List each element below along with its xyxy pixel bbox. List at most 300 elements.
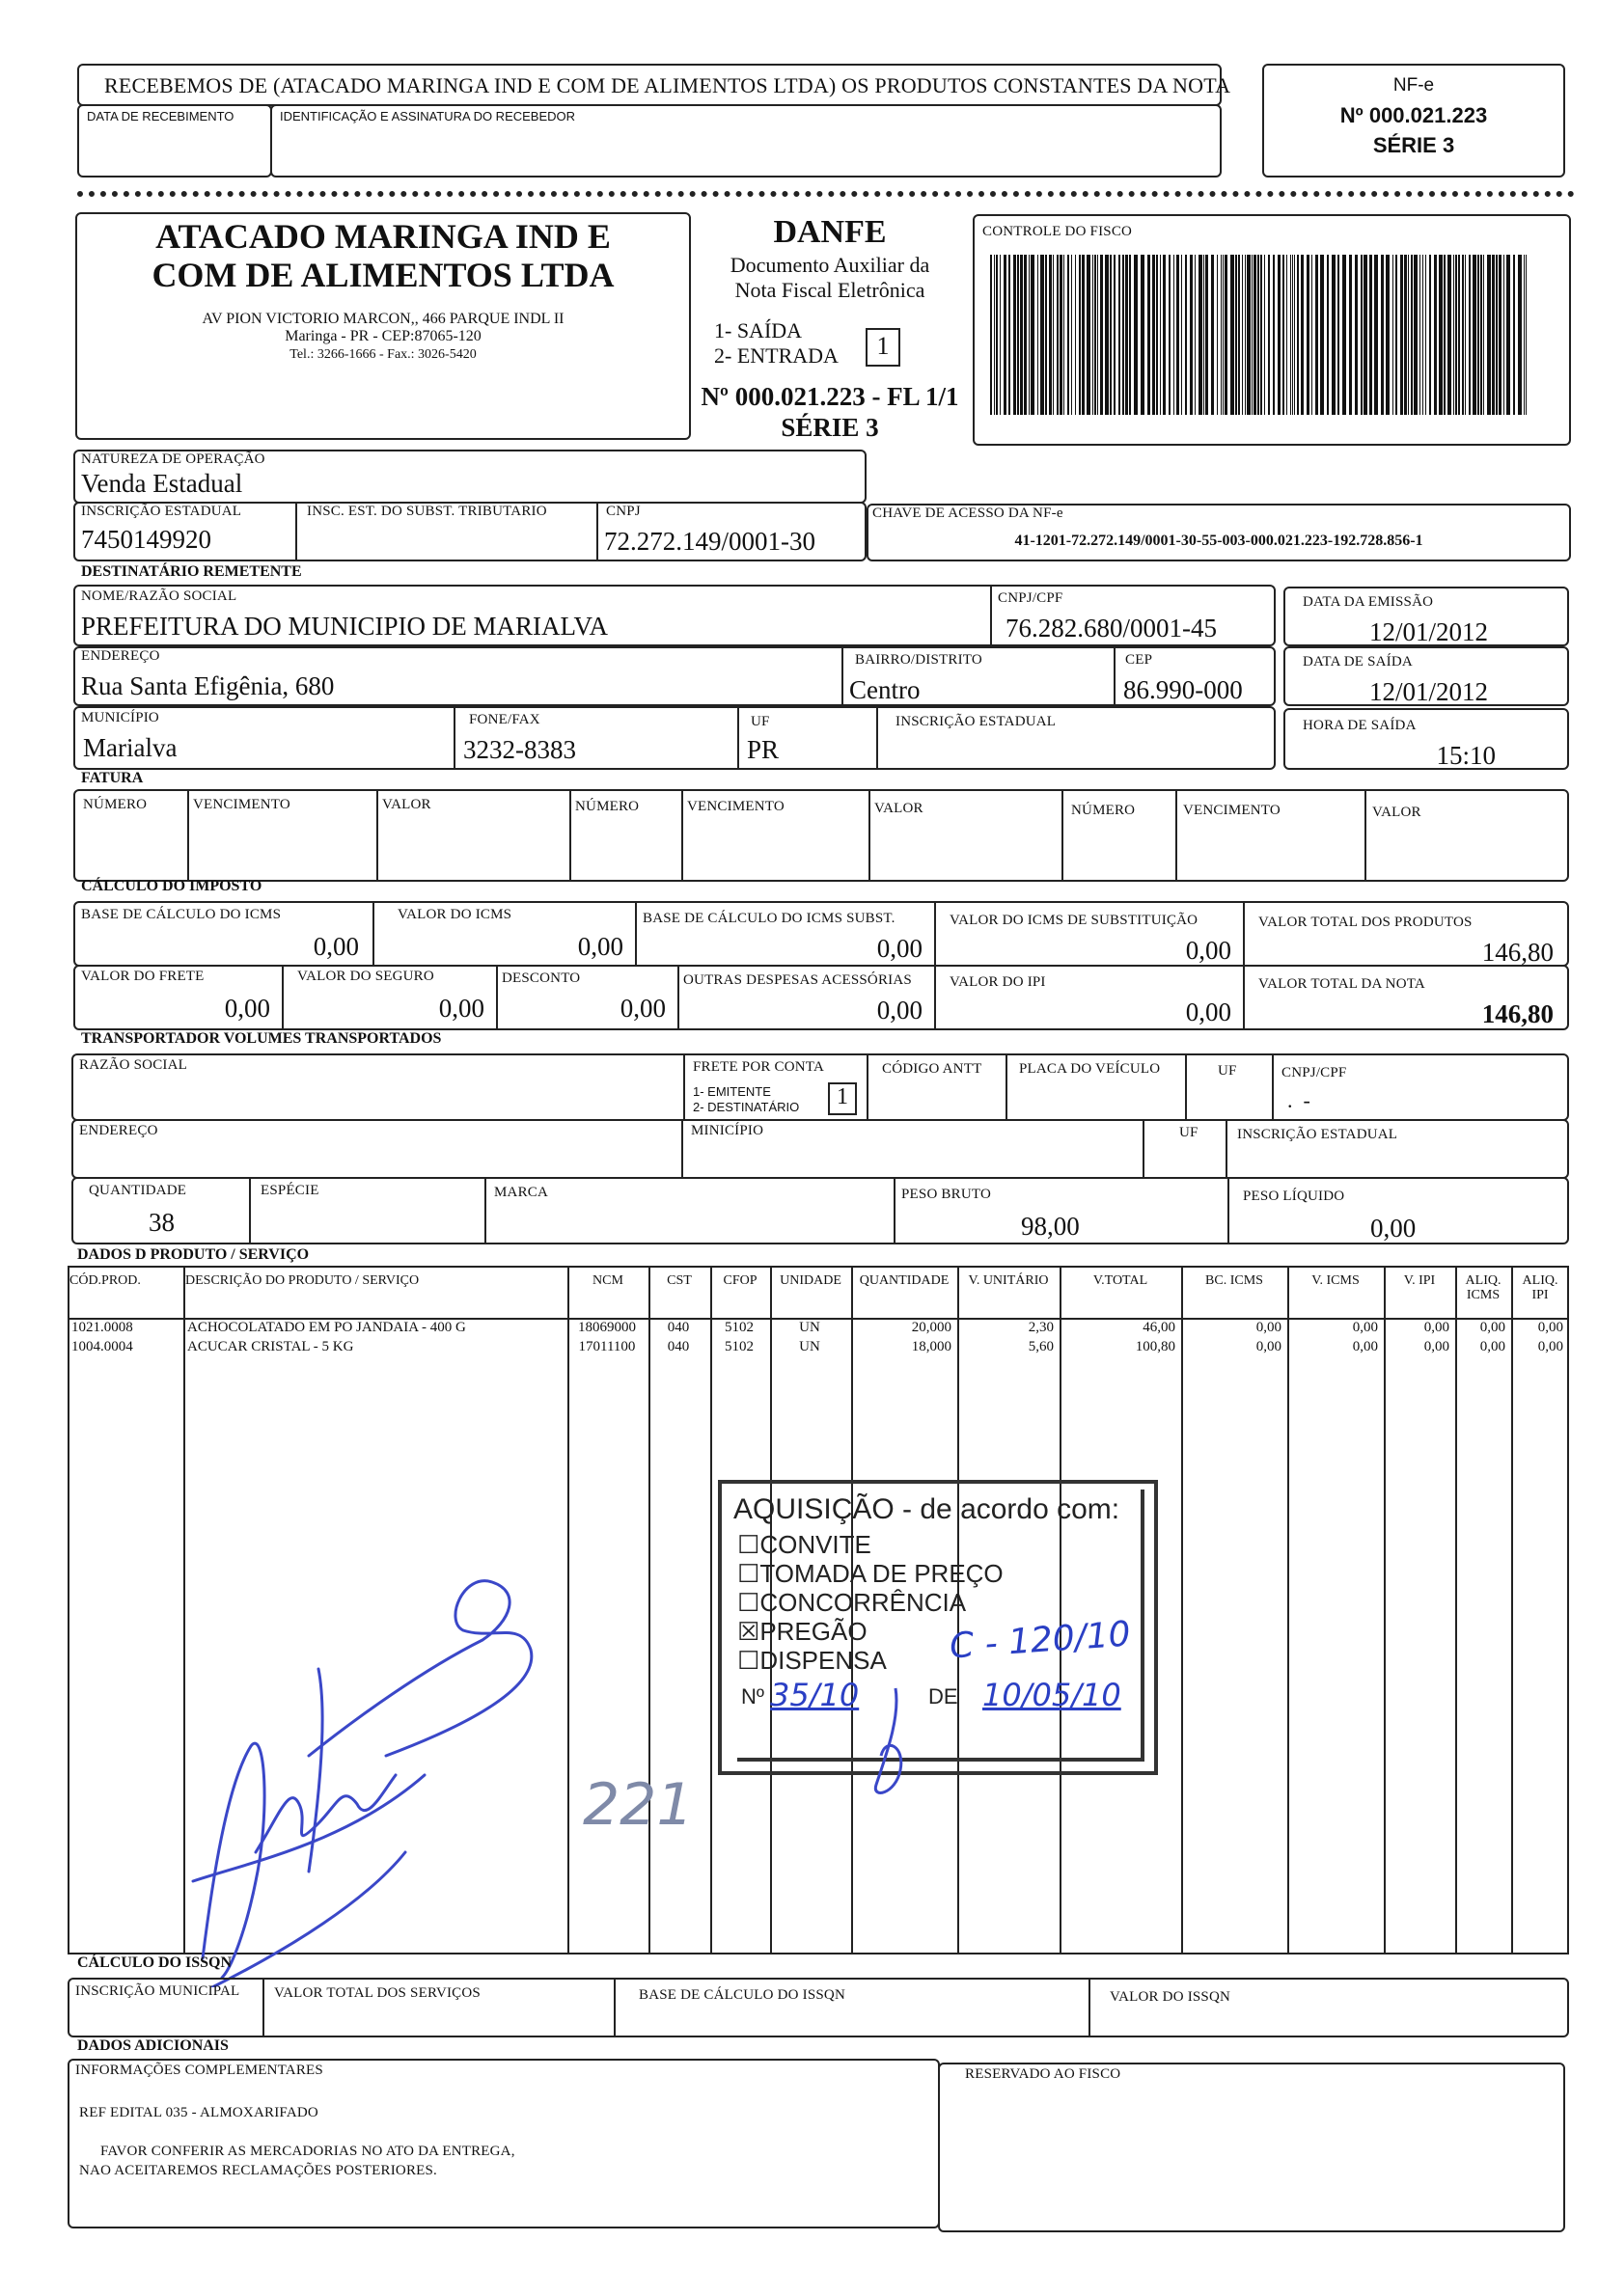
stamp-opt-convite-label: CONVITE [759,1530,871,1559]
table-cell: 46,00 [1143,1320,1175,1335]
produtos-col-divider [1287,1266,1289,1954]
desconto-value: 0,00 [620,994,666,1023]
base-icms-label: BASE DE CÁLCULO DO ICMS [81,907,282,922]
fatura-box [73,789,1569,882]
imp-r1-div4 [1243,901,1245,967]
barcode-bar [1496,255,1498,415]
transp-frete-value: 1 [837,1084,848,1109]
issqn-total-serv-label: VALOR TOTAL DOS SERVIÇOS [274,1985,481,2001]
barcode-bar [1327,255,1329,415]
barcode-bar [1173,255,1174,415]
table-cell: 0,00 [1537,1339,1563,1354]
chave-label: CHAVE DE ACESSO DA NF-e [872,506,1063,521]
barcode-bar [1198,255,1202,415]
produtos-col-divider [1455,1266,1457,1954]
barcode-bar [1125,255,1128,415]
barcode-bar [1252,255,1253,415]
desconto-label: DESCONTO [502,970,581,986]
produtos-col-divider [1384,1266,1386,1954]
table-cell: ACHOCOLATADO EM PO JANDAIA - 400 G [187,1320,466,1335]
barcode-bar [1458,255,1460,415]
barcode-bar [1067,255,1069,415]
transp-r2-div2 [1143,1119,1144,1179]
ipi-label: VALOR DO IPI [950,974,1046,990]
stamp-opt-concorrencia-label: CONCORRÊNCIA [759,1588,967,1617]
saida-value: 12/01/2012 [1368,677,1488,706]
fatura-div8 [1364,789,1366,882]
ipi-value: 0,00 [1185,998,1231,1026]
cep-value: 86.990-000 [1123,675,1243,704]
barcode-bar [1094,255,1096,415]
issqn-div2 [614,1978,616,2037]
barcode-bar [1156,255,1158,415]
transp-cnpj-label: CNPJ/CPF [1281,1065,1347,1080]
stamp-signature-drawing [857,1679,934,1814]
ie-value: 7450149920 [81,525,211,554]
recipient-city-divider1 [454,706,455,770]
outras-value: 0,00 [876,996,923,1025]
barcode-bar [1268,255,1270,415]
table-cell: 0,00 [1479,1339,1505,1354]
barcode-bar [1513,255,1515,415]
table-cell: ACUCAR CRISTAL - 5 KG [187,1339,354,1354]
fatura-div4 [681,789,683,882]
produtos-header-cell: CST [667,1273,692,1288]
ie-label: INSCRIÇÃO ESTADUAL [81,504,242,519]
fatura-col-numero-1: NÚMERO [83,797,148,812]
stamp-title: AQUISIÇÃO - de acordo com: [733,1493,1120,1525]
barcode-bar [990,255,992,415]
barcode-bar [1205,255,1208,415]
barcode-bar [1292,255,1293,415]
produtos-col-divider [710,1266,712,1954]
produtos-section-title: DADOS D PRODUTO / SERVIÇO [77,1246,310,1263]
barcode-bar [1392,255,1393,415]
table-cell: 0,00 [1423,1320,1449,1335]
transp-razao-label: RAZÃO SOCIAL [79,1057,187,1073]
barcode-bar [1013,255,1016,415]
stamp-opt-convite [737,1530,871,1560]
barcode-bar [1290,255,1291,415]
receipt-date-label: DATA DE RECEBIMENTO [87,109,234,123]
barcode-bar [1361,255,1363,415]
fone-label: FONE/FAX [469,712,540,727]
barcode-bar [1053,255,1054,415]
barcode-bar [1092,255,1093,415]
recipient-addr-divider2 [1114,646,1116,706]
transp-r3-div3 [894,1177,895,1244]
recipient-name-value: PREFEITURA DO MUNICIPIO DE MARIALVA [81,612,609,641]
table-cell: UN [799,1339,820,1354]
natureza-label: NATUREZA DE OPERAÇÃO [81,451,265,467]
barcode-bar [1315,255,1318,415]
danfe-subtitle2: Nota Fiscal Eletrônica [734,278,925,302]
barcode-bar [1301,255,1304,415]
barcode-bar [1221,255,1222,415]
transp-r1-div4 [1185,1053,1187,1121]
recipient-city-divider2 [737,706,739,770]
table-cell: 18,000 [911,1339,951,1354]
barcode-bar [1337,255,1339,415]
issqn-valor-label: VALOR DO ISSQN [1110,1989,1231,2005]
fatura-col-numero-2: NÚMERO [575,799,640,814]
transp-peso-liq-value: 0,00 [1370,1214,1417,1243]
fatura-div5 [868,789,870,882]
barcode-bar [996,255,998,415]
barcode-bar [1414,255,1418,415]
checkbox-icon: ☐ [737,1588,760,1617]
stamp-opt-tomada-label: TOMADA DE PREÇO [759,1559,1004,1588]
danfe-type-value: 1 [876,332,890,360]
uf-label: UF [751,714,770,729]
fatura-div3 [569,789,571,882]
barcode-bar [1278,255,1281,415]
barcode-bar [1163,255,1166,415]
reservado-fisco-box [938,2063,1565,2232]
barcode-bar [1286,255,1287,415]
transp-especie-label: ESPÉCIE [261,1183,319,1198]
barcode-bar [1455,255,1457,415]
valor-icms-label: VALOR DO ICMS [398,907,512,922]
table-cell: 0,00 [1537,1320,1563,1335]
ie-st-label: INSC. EST. DO SUBST. TRIBUTARIO [307,504,547,519]
stamp-opt-dispensa [737,1646,887,1676]
total-nota-label: VALOR TOTAL DA NOTA [1258,976,1425,992]
issqn-div3 [1088,1978,1090,2037]
uf-value: PR [747,735,780,764]
barcode-bar [1160,255,1161,415]
stamp-hand-date: 10/05/10 [982,1677,1121,1713]
table-cell: 0,00 [1423,1339,1449,1354]
table-cell: 2,30 [1028,1320,1054,1335]
transp-r2-div1 [681,1119,683,1179]
barcode-bar [1000,255,1001,415]
table-cell: 0,00 [1352,1339,1378,1354]
fatura-div6 [1061,789,1063,882]
barcode-bar [1247,255,1251,415]
produtos-header-cell: ALIQ. IPI [1522,1273,1558,1302]
table-cell: 5102 [725,1339,754,1354]
stamp-de-label: DE [928,1684,958,1708]
danfe-opt-saida: 1- SAÍDA [714,318,803,342]
transp-peso-bruto-value: 98,00 [1021,1212,1080,1241]
ie-row-divider1 [295,502,297,561]
barcode-bar [1524,255,1525,415]
transp-frete-opt1: 1- EMITENTE [693,1084,771,1099]
receipt-nfe-number: Nº 000.021.223 [1339,103,1488,127]
checkbox-icon: ☐ [737,1646,760,1675]
barcode-bar [1487,255,1491,415]
barcode-bar [1273,255,1275,415]
barcode-bar [1404,255,1407,415]
bairro-label: BAIRRO/DISTRITO [855,652,982,668]
municipio-value: Marialva [83,733,178,762]
barcode-bar [1031,255,1034,415]
valor-icms-value: 0,00 [577,932,623,961]
table-cell: 5102 [725,1320,754,1335]
barcode-bar [1020,255,1023,415]
barcode-bar [1045,255,1047,415]
table-cell: 100,80 [1135,1339,1175,1354]
barcode-bar [1049,255,1052,415]
barcode-bar [1134,255,1138,415]
transp-placa-label: PLACA DO VEÍCULO [1019,1061,1161,1077]
icms-st-value: 0,00 [1185,936,1231,965]
barcode-bar [1230,255,1234,415]
barcode-bar [1260,255,1262,415]
barcode-bar [1332,255,1336,415]
barcode-bar [1008,255,1010,415]
barcode-bar [1024,255,1027,415]
barcode-bar [1257,255,1259,415]
table-cell: 20,000 [911,1320,951,1335]
stamp-hand-ref: C - 120/10 [948,1614,1132,1667]
natureza-value: Venda Estadual [81,469,243,498]
table-cell: 0,00 [1255,1320,1281,1335]
barcode-bar [1110,255,1112,415]
fatura-col-valor-2: VALOR [874,801,923,816]
transp-marca-label: MARCA [494,1185,549,1200]
receipt-header-text: RECEBEMOS DE (ATACADO MARINGA IND E COM DE ALIMENTOS LTDA) OS PRODUTOS CONSTANTES DA NOTA [104,73,1231,97]
barcode-bar [1152,255,1155,415]
barcode-bar [1264,255,1265,415]
barcode-bar [1223,255,1224,415]
barcode-bar [1483,255,1484,415]
issqn-base-label: BASE DE CÁLCULO DO ISSQN [639,1987,845,2003]
fatura-div2 [376,789,378,882]
transp-frete-label: FRETE POR CONTA [693,1059,824,1075]
barcode-bar [1217,255,1218,415]
seguro-value: 0,00 [438,994,484,1023]
barcode-bar [1235,255,1237,415]
table-cell: 0,00 [1479,1320,1505,1335]
fatura-col-valor-3: VALOR [1372,805,1421,820]
produtos-header-cell: ALIQ. ICMS [1465,1273,1502,1302]
base-icms-value: 0,00 [313,932,359,961]
recipient-cnpj-label: CNPJ/CPF [998,590,1063,606]
issqn-section-title: CÁLCULO DO ISSQN [77,1954,233,1971]
fone-value: 3232-8383 [463,735,576,764]
total-prod-value: 146,80 [1481,938,1554,967]
endereco-value: Rua Santa Efigênia, 680 [81,671,335,700]
table-cell: 0,00 [1255,1339,1281,1354]
imp-r2-div5 [1243,965,1245,1030]
barcode-bar [1453,255,1454,415]
barcode-bar [1381,255,1384,415]
barcode-bar [1386,255,1390,415]
total-nota-value: 146,80 [1481,999,1554,1028]
barcode-bar [1060,255,1062,415]
barcode-bar [994,255,995,415]
issqn-div1 [262,1978,264,2037]
checkbox-icon: ☐ [737,1559,760,1588]
barcode-bar [1425,255,1426,415]
imp-r1-div1 [372,901,374,967]
recipient-name-label: NOME/RAZÃO SOCIAL [81,588,237,604]
issuer-address: AV PION VICTORIO MARCON,, 466 PARQUE INDL II [202,311,565,327]
transp-municipio-label: MINICÍPIO [691,1123,764,1138]
reservado-fisco-label: RESERVADO AO FISCO [965,2066,1121,2082]
transporte-section-title: TRANSPORTADOR VOLUMES TRANSPORTADOS [81,1030,442,1047]
stamp-hand-num: 35/10 [770,1677,860,1713]
info-line3: NAO ACEITAREMOS RECLAMAÇÕES POSTERIORES. [79,2163,438,2178]
table-cell: 5,60 [1028,1339,1054,1354]
table-cell: 1004.0004 [71,1339,133,1354]
fatura-section-title: FATURA [81,770,144,786]
table-cell: UN [799,1320,820,1335]
page-number-handwritten: 221 [583,1771,694,1839]
barcode-bar [1185,255,1187,415]
stamp-opt-concorrencia [737,1588,966,1618]
produtos-header-cell: CFOP [723,1273,758,1288]
barcode-bar [1307,255,1309,415]
transp-r3-div4 [1227,1177,1229,1244]
barcode-bar [1444,255,1446,415]
barcode-bar [1141,255,1144,415]
table-cell: 17011100 [578,1339,636,1354]
imp-r1-div3 [934,901,936,967]
recipient-addr-divider1 [841,646,843,706]
transp-r3-div1 [249,1177,251,1244]
fatura-col-venc-1: VENCIMENTO [193,797,290,812]
table-cell: 18069000 [578,1320,636,1335]
ie-row-divider2 [596,502,598,561]
produtos-header-cell: BC. ICMS [1205,1273,1263,1288]
transp-uf2-label: UF [1179,1125,1198,1140]
table-cell: 040 [667,1320,690,1335]
barcode-bar [1063,255,1064,415]
fisco-label: CONTROLE DO FISCO [982,224,1133,239]
stamp-opt-dispensa-label: DISPENSA [759,1646,887,1675]
transp-antt-label: CÓDIGO ANTT [882,1061,982,1077]
recipient-city-box [73,706,1276,770]
barcode-bar [1071,255,1072,415]
transp-ie-label: INSCRIÇÃO ESTADUAL [1237,1127,1398,1142]
recipient-name-divider [990,585,992,646]
produtos-col-divider [1511,1266,1513,1954]
barcode-bar [1211,255,1214,415]
bairro-value: Centro [849,675,921,704]
barcode-bar [1374,255,1378,415]
fatura-div7 [1175,789,1177,882]
fatura-col-venc-3: VENCIMENTO [1183,803,1281,818]
produtos-col-divider [1181,1266,1183,1954]
produtos-header-cell: NCM [592,1273,623,1288]
transp-peso-liq-label: PESO LÍQUIDO [1243,1189,1345,1204]
cnpj-label: CNPJ [606,504,641,519]
transp-qtd-value: 38 [149,1208,175,1237]
imposto-section-title: CÁLCULO DO IMPOSTO [81,878,262,894]
danfe-series: SÉRIE 3 [781,413,879,442]
barcode-bar [1342,255,1346,415]
barcode-bar [1225,255,1227,415]
barcode-bar [1097,255,1098,415]
produtos-header-cell: V. ICMS [1311,1273,1360,1288]
imp-r2-div1 [282,965,284,1030]
transp-r1-div1 [683,1053,685,1121]
stamp-no-label: Nº [741,1684,764,1708]
cep-label: CEP [1125,652,1153,668]
table-cell: 040 [667,1339,690,1354]
produtos-header-cell: DESCRIÇÃO DO PRODUTO / SERVIÇO [185,1273,420,1288]
fatura-col-numero-3: NÚMERO [1071,803,1136,818]
hora-label: HORA DE SAÍDA [1303,718,1417,733]
danfe-title: DANFE [773,214,887,250]
transp-r1-div2 [867,1053,868,1121]
emissao-label: DATA DA EMISSÃO [1303,594,1434,610]
info-label: INFORMAÇÕES COMPLEMENTARES [75,2063,323,2078]
barcode-bar [1400,255,1403,415]
checked-box-icon: ☒ [737,1617,760,1646]
barcode [990,255,1530,415]
barcode-bar [1057,255,1059,415]
recipient-city-divider3 [876,706,878,770]
transp-frete-opt2: 2- DESTINATÁRIO [693,1100,800,1114]
barcode-bar [1311,255,1312,415]
barcode-bar [1492,255,1495,415]
produtos-col-divider [648,1266,650,1954]
barcode-bar [1114,255,1116,415]
barcode-bar [1176,255,1179,415]
barcode-bar [1190,255,1193,415]
receipt-nfe-label: NF-e [1392,75,1435,96]
barcode-bar [1411,255,1413,415]
barcode-bar [1480,255,1482,415]
hora-value: 15:10 [1436,741,1496,770]
chave-value: 41-1201-72.272.149/0001-30-55-003-000.021.223-192.728.856-1 [1014,533,1423,549]
barcode-bar [1355,255,1358,415]
barcode-bar [1040,255,1044,415]
barcode-bar [1518,255,1522,415]
barcode-bar [1364,255,1367,415]
barcode-bar [1129,255,1131,415]
barcode-bar [1294,255,1295,415]
produtos-col-divider [567,1266,569,1954]
barcode-bar [1004,255,1006,415]
saida-label: DATA DE SAÍDA [1303,654,1413,670]
transp-r3-div2 [484,1177,486,1244]
barcode-bar [1100,255,1103,415]
barcode-bar [1169,255,1171,415]
barcode-bar [1029,255,1030,415]
seguro-label: VALOR DO SEGURO [297,969,434,984]
municipio-label: MUNICÍPIO [81,710,159,725]
imp-r2-div2 [496,965,498,1030]
imp-r2-div3 [677,965,679,1030]
barcode-bar [1017,255,1019,415]
receipt-nfe-series: SÉRIE 3 [1372,133,1455,157]
imp-r2-div4 [934,965,936,1030]
imp-r1-div2 [635,901,637,967]
barcode-bar [1118,255,1120,415]
frete-label: VALOR DO FRETE [81,969,205,984]
stamp-opt-tomada [737,1559,1004,1589]
produtos-header-cell: V. IPI [1403,1273,1436,1288]
transp-uf-label: UF [1218,1063,1237,1079]
danfe-subtitle1: Documento Auxiliar da [730,253,930,277]
stamp-opt-pregao [737,1617,868,1647]
fatura-div1 [187,789,189,882]
barcode-bar [1245,255,1246,415]
table-cell: 0,00 [1352,1320,1378,1335]
produtos-header-cell: QUANTIDADE [859,1273,950,1288]
barcode-bar [1462,255,1464,415]
checkbox-icon: ☐ [737,1530,760,1559]
issqn-im-label: INSCRIÇÃO MUNICIPAL [75,1983,240,1999]
barcode-bar [1037,255,1038,415]
cnpj-value: 72.272.149/0001-30 [604,527,815,556]
barcode-bar [1203,255,1204,415]
